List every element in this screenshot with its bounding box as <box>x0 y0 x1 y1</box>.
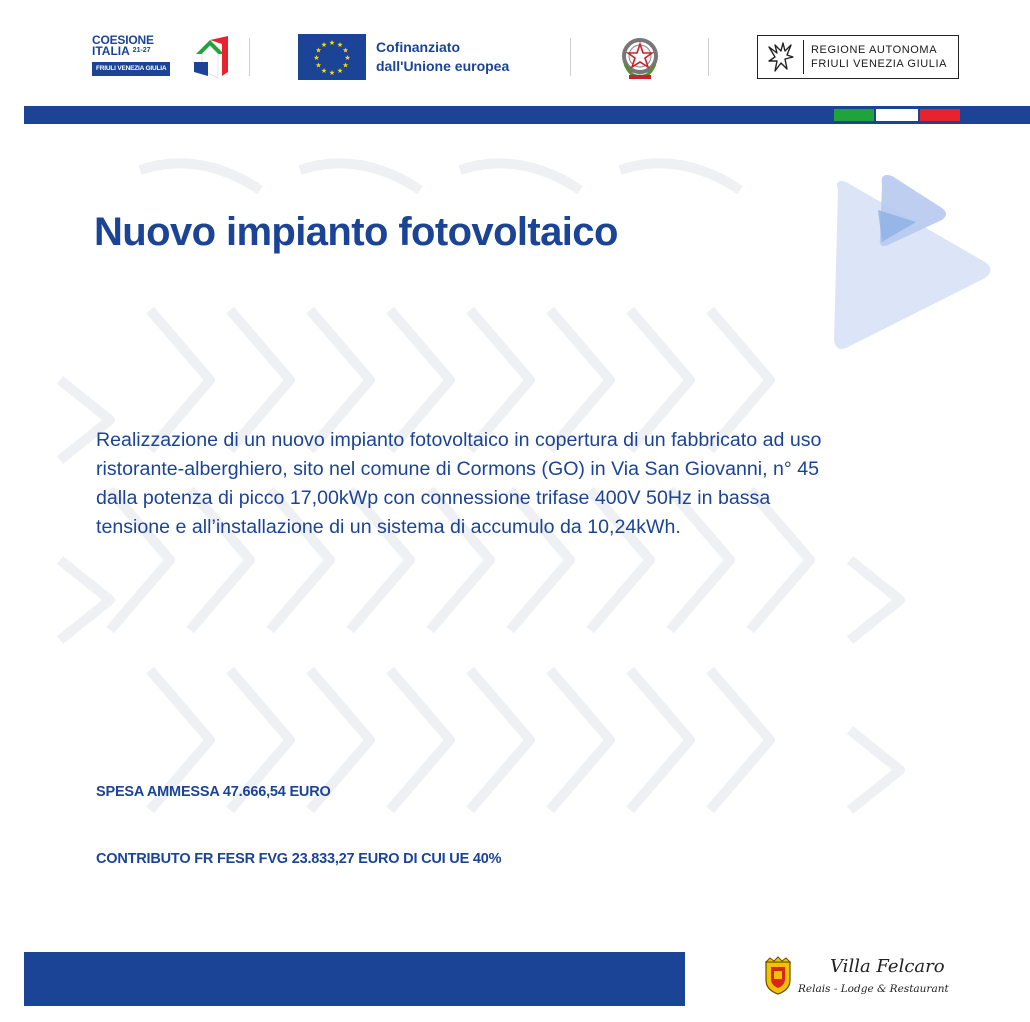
svg-text:★: ★ <box>320 41 328 49</box>
svg-text:★: ★ <box>336 67 344 75</box>
svg-text:★: ★ <box>315 61 322 70</box>
eagle-icon <box>763 39 799 75</box>
coesione-years: 21-27 <box>132 47 151 54</box>
italian-flag-green <box>834 109 874 121</box>
fvg-text <box>811 43 947 71</box>
page-title: Nuovo impianto fotovoltaico <box>94 210 618 254</box>
coesione-italia-logo <box>92 32 234 84</box>
eu-line2: dall'Unione europea <box>376 58 510 74</box>
bottom-blue-band <box>24 952 685 1006</box>
eu-flag-icon <box>298 34 366 80</box>
italian-flag-red <box>920 109 960 121</box>
villa-felcaro-subtitle: Relais - Lodge & Restaurant <box>798 983 949 995</box>
coesione-italia-line <box>92 45 151 57</box>
header-separator <box>570 38 571 76</box>
eu-cofinanced-text <box>376 38 509 76</box>
svg-text:★: ★ <box>328 69 336 77</box>
eu-line1: Cofinanziato <box>376 39 460 55</box>
villa-felcaro-name: Villa Felcaro <box>830 956 945 977</box>
italian-republic-emblem-icon <box>617 34 663 82</box>
svg-text:★: ★ <box>313 54 320 62</box>
decorative-triangles <box>820 150 1010 365</box>
italian-flag-white <box>876 109 918 121</box>
svg-text:★: ★ <box>315 46 322 55</box>
header-separator <box>249 38 250 76</box>
fvg-line2: FRIULI VENEZIA GIULIA <box>811 58 948 70</box>
project-description <box>96 426 966 542</box>
description-line: ristorante-alberghiero, sito nel comune di Cormons (GO) in Via San Giovanni, n° 45 <box>96 458 819 480</box>
header-separator <box>708 38 709 76</box>
contributo: CONTRIBUTO FR FESR FVG 23.833,27 EURO DI CUI UE 40% <box>96 851 502 867</box>
fvg-divider <box>803 40 804 74</box>
fvg-line1: REGIONE AUTONOMA <box>811 44 938 56</box>
coesione-arrow-icon <box>188 32 234 82</box>
coesione-region-tag: FRIULI VENEZIA GIULIA <box>92 62 170 76</box>
coesione-italia: ITALIA <box>92 44 130 58</box>
description-line: dalla potenza di picco 17,00kWp con connessione trifase 400V 50Hz in bassa <box>96 487 771 509</box>
svg-text:★: ★ <box>328 39 336 47</box>
svg-text:★: ★ <box>336 41 344 49</box>
svg-text:★: ★ <box>342 46 349 55</box>
svg-text:★: ★ <box>342 61 349 70</box>
regione-fvg-logo <box>757 35 959 79</box>
description-line: Realizzazione di un nuovo impianto fotovoltaico in copertura di un fabbricato ad uso <box>96 429 822 451</box>
villa-crest-icon <box>762 956 794 996</box>
coesione-title: COESIONE <box>92 33 154 47</box>
spesa-ammessa: SPESA AMMESSA 47.666,54 EURO <box>96 784 331 800</box>
svg-text:★: ★ <box>344 54 351 62</box>
svg-text:★: ★ <box>320 67 328 75</box>
description-line: tensione e all’installazione di un sistema di accumulo da 10,24kWh. <box>96 516 681 538</box>
